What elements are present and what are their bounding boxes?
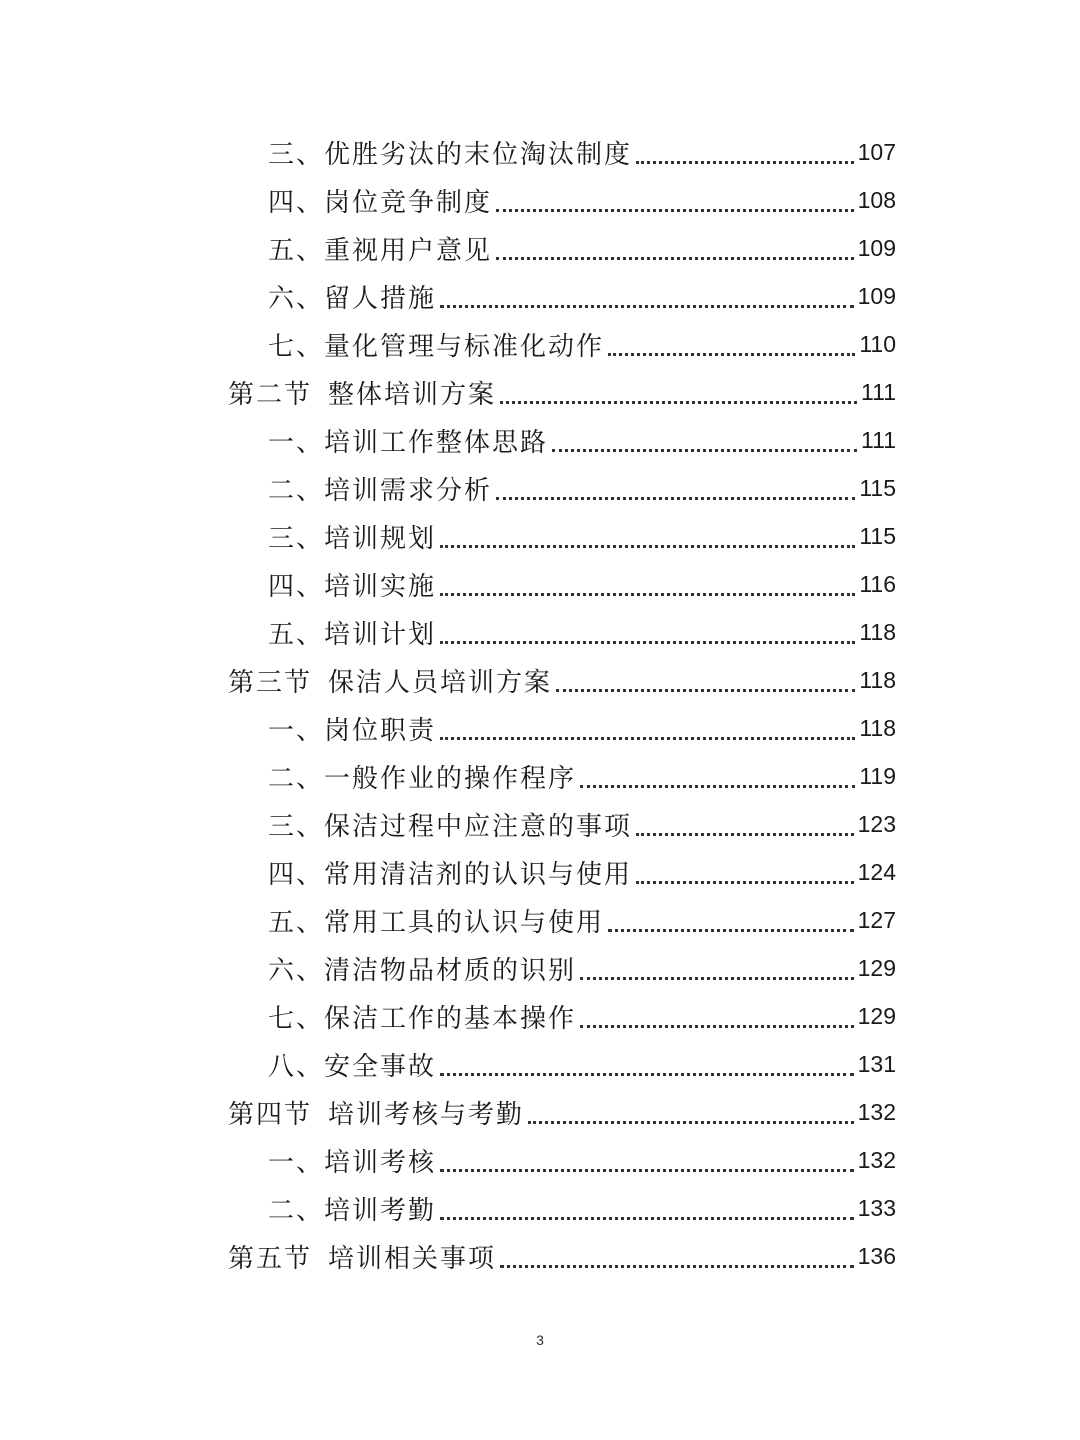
- toc-entry-number: 五、: [268, 235, 325, 266]
- toc-entry-number: 七、: [268, 331, 325, 362]
- toc-entry-label: [268, 950, 576, 987]
- toc-subsection-entry[interactable]: [228, 512, 896, 560]
- toc-entry-number: 七、: [268, 1003, 325, 1034]
- toc-subsection-entry[interactable]: [228, 1184, 896, 1232]
- toc-subsection-entry[interactable]: [228, 1136, 896, 1184]
- toc-entry-page: 136: [857, 1242, 896, 1269]
- toc-entry-page: 116: [859, 570, 896, 597]
- toc-subsection-entry[interactable]: [228, 224, 896, 272]
- dot-leader: [440, 593, 855, 596]
- toc-entry-label: [268, 470, 492, 507]
- toc-entry-label: [268, 758, 576, 795]
- toc-entry-page: 132: [857, 1146, 896, 1173]
- toc-entry-label: [228, 662, 552, 699]
- dot-leader: [440, 1073, 854, 1076]
- dot-leader: [636, 833, 854, 836]
- dot-leader: [440, 1217, 854, 1220]
- dot-leader: [440, 737, 855, 740]
- toc-entry-label: [268, 902, 604, 939]
- toc-entry-number: 八、: [268, 1051, 325, 1082]
- toc-entry-title: 留人措施: [324, 283, 437, 314]
- toc-entry-number: 一、: [268, 427, 325, 458]
- toc-subsection-entry[interactable]: [228, 800, 896, 848]
- toc-entry-page: 109: [857, 282, 896, 309]
- toc-entry-title: 整体培训方案: [328, 379, 497, 410]
- toc-subsection-entry[interactable]: [228, 464, 896, 512]
- toc-entry-page: 118: [859, 714, 896, 741]
- toc-subsection-entry[interactable]: [228, 560, 896, 608]
- toc-subsection-entry[interactable]: [228, 128, 896, 176]
- toc-entry-page: 131: [857, 1050, 896, 1077]
- toc-entry-page: 111: [861, 378, 896, 405]
- toc-entry-title: 培训相关事项: [328, 1243, 497, 1274]
- toc-entry-page: 123: [857, 810, 896, 837]
- toc-entry-label: [268, 854, 632, 891]
- toc-section-entry[interactable]: [228, 1232, 896, 1280]
- toc-subsection-entry[interactable]: [228, 416, 896, 464]
- toc-entry-label: [268, 1046, 436, 1083]
- toc-entry-label: [268, 806, 632, 843]
- toc-entry-label: [268, 998, 576, 1035]
- toc-entry-page: 118: [859, 618, 896, 645]
- toc-entry-number: 六、: [268, 283, 325, 314]
- toc-entry-page: 129: [857, 1002, 896, 1029]
- toc-entry-label: [268, 326, 604, 363]
- toc-entry-title: 岗位竞争制度: [324, 187, 493, 218]
- toc-entry-label: [268, 1142, 436, 1179]
- toc-entry-label: [268, 422, 548, 459]
- toc-entry-page: 124: [857, 858, 896, 885]
- toc-subsection-entry[interactable]: [228, 1040, 896, 1088]
- toc-subsection-entry[interactable]: [228, 992, 896, 1040]
- toc-entry-title: 重视用户意见: [324, 235, 493, 266]
- toc-entry-page: 118: [859, 666, 896, 693]
- dot-leader: [496, 497, 855, 500]
- table-of-contents: [228, 128, 896, 1280]
- dot-leader: [608, 929, 854, 932]
- toc-entry-title: 清洁物品材质的识别: [324, 955, 577, 986]
- dot-leader: [500, 401, 857, 404]
- dot-leader: [496, 257, 854, 260]
- toc-entry-page: 132: [857, 1098, 896, 1125]
- toc-entry-label: [268, 278, 436, 315]
- toc-section-entry[interactable]: [228, 1088, 896, 1136]
- dot-leader: [552, 449, 857, 452]
- toc-entry-title: 安全事故: [324, 1051, 437, 1082]
- toc-entry-title: 一般作业的操作程序: [324, 763, 577, 794]
- toc-subsection-entry[interactable]: [228, 272, 896, 320]
- toc-entry-page: 129: [857, 954, 896, 981]
- dot-leader: [636, 161, 854, 164]
- toc-entry-label: [268, 1190, 436, 1227]
- page-number: 3: [536, 1332, 544, 1348]
- toc-entry-number: 第二节: [228, 379, 313, 410]
- toc-entry-title: 培训需求分析: [324, 475, 493, 506]
- toc-entry-title: 培训考勤: [324, 1195, 437, 1226]
- dot-leader: [440, 545, 855, 548]
- dot-leader: [496, 209, 854, 212]
- toc-entry-title: 培训规划: [324, 523, 437, 554]
- dot-leader: [440, 305, 854, 308]
- toc-entry-page: 115: [859, 522, 896, 549]
- toc-entry-label: [268, 566, 436, 603]
- toc-subsection-entry[interactable]: [228, 320, 896, 368]
- toc-entry-title: 培训计划: [324, 619, 437, 650]
- toc-subsection-entry[interactable]: [228, 848, 896, 896]
- toc-entry-number: 六、: [268, 955, 325, 986]
- toc-entry-page: 115: [859, 474, 896, 501]
- toc-entry-title: 培训实施: [324, 571, 437, 602]
- toc-entry-number: 三、: [268, 811, 325, 842]
- toc-entry-number: 五、: [268, 907, 325, 938]
- toc-entry-number: 四、: [268, 187, 325, 218]
- toc-entry-page: 127: [857, 906, 896, 933]
- toc-entry-number: 一、: [268, 715, 325, 746]
- toc-entry-label: [268, 614, 436, 651]
- toc-entry-number: 三、: [268, 523, 325, 554]
- toc-entry-label: [268, 230, 492, 267]
- toc-entry-title: 岗位职责: [324, 715, 437, 746]
- dot-leader: [580, 977, 854, 980]
- toc-entry-title: 量化管理与标准化动作: [324, 331, 605, 362]
- toc-entry-label: [268, 710, 436, 747]
- dot-leader: [528, 1121, 854, 1124]
- toc-entry-title: 保洁人员培训方案: [328, 667, 553, 698]
- toc-entry-title: 保洁过程中应注意的事项: [324, 811, 633, 842]
- toc-entry-label: [268, 182, 492, 219]
- dot-leader: [556, 689, 855, 692]
- toc-entry-title: 常用工具的认识与使用: [324, 907, 605, 938]
- toc-entry-page: 111: [861, 426, 896, 453]
- dot-leader: [636, 881, 854, 884]
- toc-entry-page: 133: [857, 1194, 896, 1221]
- toc-section-entry[interactable]: [228, 368, 896, 416]
- dot-leader: [440, 1169, 854, 1172]
- toc-entry-page: 109: [857, 234, 896, 261]
- dot-leader: [580, 785, 855, 788]
- toc-entry-title: 培训考核: [324, 1147, 437, 1178]
- toc-entry-title: 培训考核与考勤: [328, 1099, 525, 1130]
- toc-entry-label: [228, 1094, 524, 1131]
- toc-entry-page: 107: [857, 138, 896, 165]
- toc-subsection-entry[interactable]: [228, 752, 896, 800]
- toc-entry-number: 第四节: [228, 1099, 313, 1130]
- toc-entry-title: 保洁工作的基本操作: [324, 1003, 577, 1034]
- toc-entry-number: 第五节: [228, 1243, 313, 1274]
- toc-entry-label: [228, 374, 496, 411]
- toc-entry-number: 第三节: [228, 667, 313, 698]
- toc-entry-number: 三、: [268, 139, 325, 170]
- toc-entry-number: 二、: [268, 475, 325, 506]
- toc-entry-number: 一、: [268, 1147, 325, 1178]
- toc-entry-title: 优胜劣汰的末位淘汰制度: [324, 139, 633, 170]
- toc-entry-label: [228, 1238, 496, 1275]
- toc-subsection-entry[interactable]: [228, 176, 896, 224]
- dot-leader: [580, 1025, 854, 1028]
- toc-entry-page: 108: [857, 186, 896, 213]
- toc-entry-title: 培训工作整体思路: [324, 427, 549, 458]
- toc-section-entry[interactable]: [228, 656, 896, 704]
- dot-leader: [440, 641, 855, 644]
- dot-leader: [608, 353, 855, 356]
- dot-leader: [500, 1265, 854, 1268]
- toc-entry-number: 四、: [268, 571, 325, 602]
- toc-entry-title: 常用清洁剂的认识与使用: [324, 859, 633, 890]
- toc-entry-page: 119: [859, 762, 896, 789]
- toc-entry-number: 五、: [268, 619, 325, 650]
- toc-entry-number: 四、: [268, 859, 325, 890]
- toc-entry-page: 110: [859, 330, 896, 357]
- toc-entry-label: [268, 518, 436, 555]
- toc-subsection-entry[interactable]: [228, 704, 896, 752]
- toc-entry-label: [268, 134, 632, 171]
- toc-subsection-entry[interactable]: [228, 608, 896, 656]
- toc-subsection-entry[interactable]: [228, 944, 896, 992]
- toc-entry-number: 二、: [268, 1195, 325, 1226]
- toc-entry-number: 二、: [268, 763, 325, 794]
- toc-subsection-entry[interactable]: [228, 896, 896, 944]
